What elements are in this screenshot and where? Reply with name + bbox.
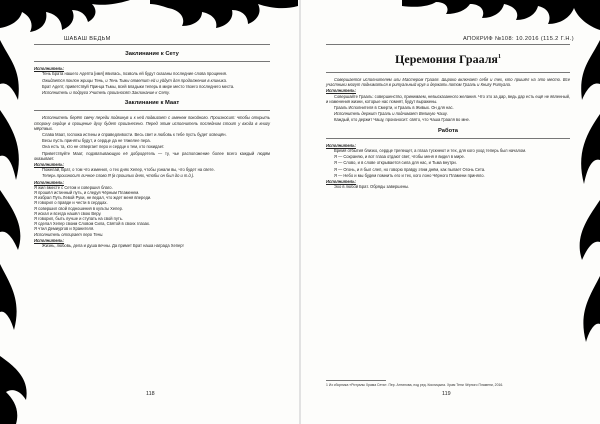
paragraph: Совершайте Грааль: совершенство, принимаем, невысказанного желания. Что это за дар, ведь дар есть ещё не явленный, и изменения жизни, которые нас помнят, будут выражены. [326, 93, 570, 104]
paragraph: Брат Адепт, приветствуй Принца Тьмы, всей владыки теперь в мире место твоего последнего места. [42, 83, 235, 89]
running-head-right: АПОКРИФ №108: 10.2016 (115.2 Г.Н.) [462, 36, 574, 42]
paragraph: Эхо в любой Брат. Обряды завершены. [334, 184, 410, 190]
paragraph: Пожелай, Брат, о том что изменил, о тех днях Хепер, чтобы узнали вы, что будет на свете. [42, 167, 215, 173]
section-title-set: Заклинание к Сету [125, 51, 179, 57]
stage-direction: Ожидается поклон жрицы Тень, и Тень Тьмы ответит ей и уйдут для продолжения в клиника. [42, 77, 227, 83]
paragraph: Время отбытия близко, сердце трепещет, а глаза тускнеют и тех, для кого уход теперь был началом. [334, 148, 527, 154]
book-gutter [299, 0, 301, 424]
stage-direction: Исполнитель держит Грааль и поднимает Великую Чашу. [334, 111, 448, 117]
page-number-left: 118 [146, 391, 155, 397]
speaker-label: Исполнитель: [34, 66, 64, 72]
speaker-label: Исполнитель: [326, 88, 356, 94]
litany-line: Я говорил о правде и чести в сердцах. [34, 200, 108, 206]
tribal-ornament-top-left-icon [0, 0, 130, 34]
stage-direction: Исполнитель берёт свечу переди подвинув и к ней подвигает с именем покойного. Произносит: чтобы открыть сторону сердце в прощение духу будет произнесено. Перед этим исполнитель последним стоит у входа в книгу мёртвых. [34, 115, 270, 131]
tribal-ornament-right-edge-icon [574, 40, 600, 360]
litany-line: Я прошёл истинный путь, и следуя Чёрным Пламенем. [34, 190, 140, 196]
header-rule-right [326, 44, 570, 45]
speaker-label: Исполнитель: [326, 179, 356, 185]
litany-line: Я искал и всегда нашёл свою Веру. [34, 210, 102, 216]
footnote: 1 Из сборника «Ритуалы Храма Сета». Пер. Антипова, под ред. Кислицына. Храм Тени Чёрного Пламени, 2016. [326, 383, 504, 387]
litany-line: Я сделал Хепер своим Словом Сила, Святой в своих глазах. [34, 221, 151, 227]
tribal-ornament-bottom-left-icon [0, 356, 40, 424]
litany-line: Я чтил Демиургов и Хранителя. [34, 226, 95, 232]
paragraph: Приветствуйте Маат, подхватывающую её добродетель — ту, чье расположение более всего каждый людям оказывает. [34, 150, 270, 161]
right-page-body [326, 50, 570, 190]
section-rule [326, 138, 570, 139]
section-rule [34, 61, 270, 62]
tribal-ornament-top-right-icon [402, 0, 600, 34]
paragraph: Жизнь, любовь, дела и душа вечны. Да примет Брат наша награда Хепер! [42, 243, 184, 249]
paragraph: Я — Небо и мы будем помнить его и тех, кого лоно Чёрного Пламени приняло. [334, 172, 485, 178]
speaker-label: Исполнитель: [34, 237, 64, 243]
stage-direction: Теперь произносит личное слово Я (в прошлых днях, чтобы он был до и т.д.). [42, 173, 195, 179]
ceremony-title-text: Церемония Грааля [395, 52, 498, 66]
tribal-ornament-left-edge-icon [0, 40, 26, 340]
left-page-body [34, 50, 270, 249]
running-head-left: ШАБАШ ВЕДЬМ [64, 36, 111, 42]
paragraph: Я — Слово, и в слове открывается сила для нас, и Тьма внутри. [334, 160, 457, 166]
speaker-label: Исполнитель: [34, 162, 64, 168]
page-number-right: 119 [442, 391, 451, 397]
paragraph: Каждый, кто держит Чашу, произносит: свято, что Чаша Грааля во мне. [334, 117, 470, 123]
paragraph: Тень Брата нашего Адепта [имя] явилась, позволь ей будут сказаны последние слова прощения. [42, 71, 228, 77]
litany-line: Я жил вместе с Сетом и совершил благо. [34, 184, 113, 190]
left-page [0, 0, 298, 424]
litany-line: Я говорил, быть лучше и ступать на свой путь. [34, 216, 124, 222]
litany-line: Исполнитель отпирает перо Тени. [34, 231, 104, 237]
footnote-rule [326, 380, 386, 381]
section-title-maat: Заклинание к Маат [124, 100, 180, 107]
litany-line: Я совершил свой подношения в культы Хепер. [34, 205, 124, 211]
stage-direction: Исполнитель и подруга Учитель произносят Заклинание к Сету. [42, 90, 170, 96]
litany-line: Я избрал Путь Левой Руки, не ведал, что ждет меня впереди. [34, 195, 152, 201]
ceremony-title [326, 50, 570, 66]
paragraph: Я — Огонь, и я был слеп, но говорю правду этим днём, как пылает Огонь Сета. [334, 166, 486, 172]
paragraph: Грааль Исполнителя в Смерти, и Грааль в Живых. Он для нас. [334, 105, 454, 111]
paragraph: Она есть та, кто не отвергает перо и сердце к тем, кто покидает. [42, 144, 165, 150]
right-page [302, 0, 600, 424]
speaker-label: Исполнитель: [326, 142, 356, 148]
section-title-work: Работа [437, 127, 459, 134]
speaker-label: Исполнитель: [34, 179, 64, 185]
paragraph: Весы пусть приняты будут, и сердце да не тяжелее пера. [42, 138, 151, 144]
header-rule-left [34, 44, 270, 45]
footnote-mark: 1 [497, 54, 501, 60]
section-rule [326, 72, 570, 73]
paragraph: Слава Маат, госпожа истины и справедливости. Весь свет и любовь к тебе пусть будет освещён. [42, 132, 227, 138]
tribal-ornament-top-center-icon [150, 0, 298, 30]
section-rule [34, 110, 270, 111]
stage-direction: Совершается исполнителем или Мастером Грааля. Широко включает себя и тех, кто пришёл на это место. Все участники могут подниматься в ритуальный круг и держать потом Грааль и Книгу Ритуала. [326, 77, 570, 88]
paragraph: Я — Сохраняю, и вот глаза отдают свет, чтобы меня я видел в мире. [334, 154, 465, 160]
